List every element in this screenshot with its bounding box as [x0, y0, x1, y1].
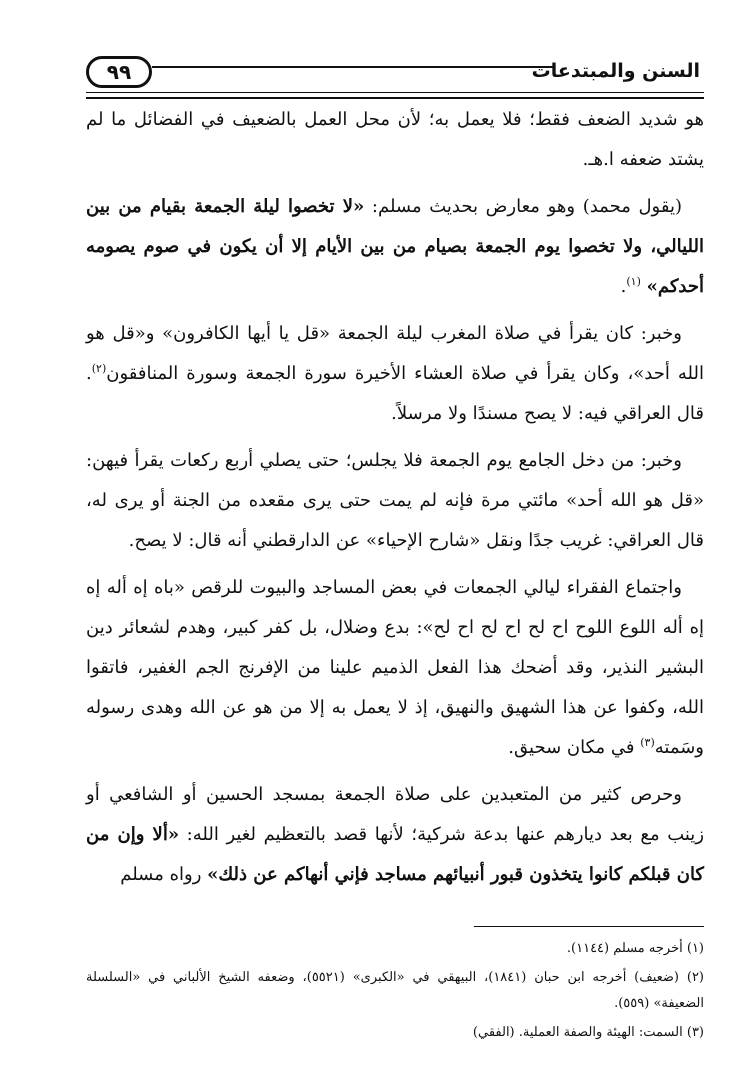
header-rule — [152, 66, 554, 68]
footnote-ref-2[interactable]: (٢) — [91, 362, 107, 375]
page-number: ٩٩ — [86, 56, 152, 88]
footnote-2: (٢) (ضعيف) أخرجه ابن حبان (١٨٤١)، البيهقي في «الكبرى» (٥٥٢١)، وضعفه الشيخ الألباني في «السلسلة الضعيفة» (٥٥٩). — [86, 970, 704, 1011]
paragraph-4: وخبر: من دخل الجامع يوم الجمعة فلا يجلس؛ حتى يصلي أربع ركعات يقرأ فيهن: «قل هو الله أحد» مائتي مرة فإنه لم يمت حتى يرى مقعده من الجنة أو يرى له، قال العراقي: غريب جدًا ونقل «شارح الإحياء» عن الدارقطني أنه قال: لا يصح. — [86, 450, 704, 551]
paragraph-3 — [86, 314, 704, 434]
paragraph-1: هو شديد الضعف فقط؛ فلا يعمل به؛ لأن محل العمل بالضعيف في الفضائل ما لم يشتد ضعفه ا.هـ. — [86, 109, 704, 170]
footnote-1: (١) أخرجه مسلم (١١٤٤). — [566, 941, 704, 956]
footnote-ref-3[interactable]: (٣) — [640, 736, 655, 749]
paragraph-6-intro: وحرص كثير من المتعبدين على صلاة الجمعة بمسجد الحسين أو الشافعي أو زينب مع بعد ديارهم عنها بدعة شركية؛ لأنها قصد بالتعظيم لغير الله: — [86, 784, 705, 845]
book-title: السنن والمبتدعات — [531, 60, 700, 82]
paragraph-5 — [86, 568, 704, 768]
paragraph-5-text-a: واجتماع الفقراء ليالي الجمعات في بعض المساجد والبيوت للرقص «باه إه أله إه إه أله اللوع اللوح اح لح اح لح اح لح»: بدع وضلال، بل كفر كبير، وهدم لشعائر دين البشير النذير، وقد أضحك هذا الفعل الذميم علينا من الإفرنج الجم الغفير، فاتقوا الله، وكفوا عن هذا الشهيق والنهيق، إذ لا يعمل به إلا من هو عن الله وهدى رسوله وسَمته — [86, 577, 704, 758]
page-header — [86, 52, 704, 98]
paragraph-6 — [86, 775, 704, 895]
hadith-quote-2: «ألا وإن من كان قبلكم كانوا يتخذون قبور أنبيائهم مساجد فإني أنهاكم عن ذلك» — [86, 824, 704, 885]
paragraph-2-end: . — [620, 276, 627, 297]
paragraph-6-end: رواه مسلم — [120, 864, 208, 885]
paragraph-3-text-b: . قال العراقي فيه: لا يصح مسندًا ولا مرسلاً. — [86, 363, 704, 424]
paragraph-3-text-a: وخبر: كان يقرأ في صلاة المغرب ليلة الجمعة «قل يا أيها الكافرون» و«قل هو الله أحد»، وكان يقرأ في صلاة العشاء الأخيرة سورة الجمعة وسورة المنافقون — [86, 323, 704, 384]
footnote-divider — [474, 926, 704, 927]
footnote-ref-1[interactable]: (١) — [626, 275, 641, 288]
paragraph-2-intro: (يقول محمد) وهو معارض بحديث مسلم: — [364, 196, 682, 217]
hadith-quote-1: «لا تخصوا ليلة الجمعة بقيام من بين الليالي، ولا تخصوا يوم الجمعة بصيام من بين الأيام إلا أن يكون في صوم يصومه أحدكم» — [86, 196, 704, 297]
footnotes — [86, 936, 704, 1049]
footnote-3: (٣) السمت: الهيئة والصفة العملية. (الفقي) — [472, 1025, 704, 1040]
main-text — [86, 100, 704, 902]
header-divider — [86, 92, 704, 99]
paragraph-2 — [86, 187, 704, 307]
paragraph-5-text-b: في مكان سحيق. — [508, 737, 641, 758]
